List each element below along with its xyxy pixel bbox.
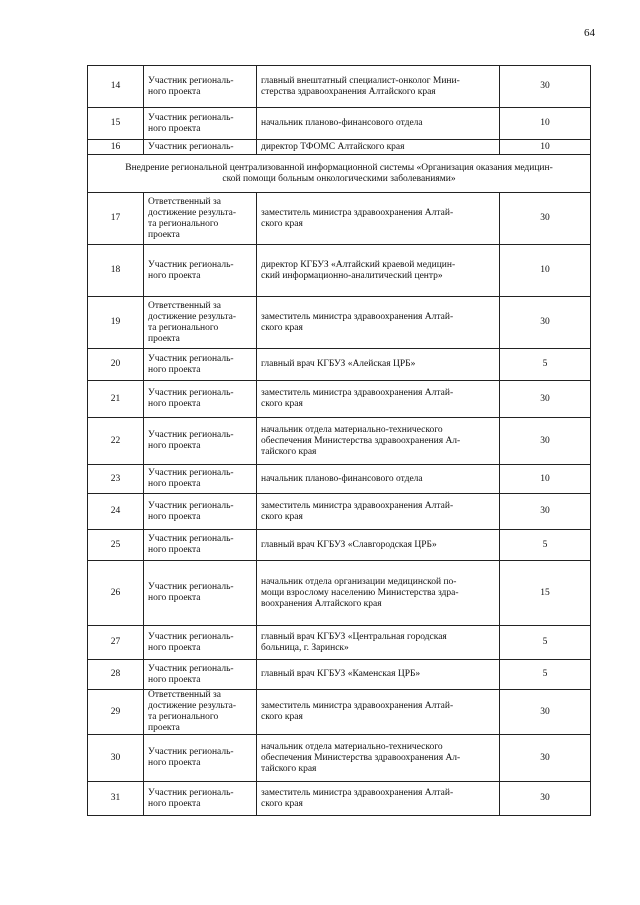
participant-role: Участник региональ- ного проекта [144,561,257,626]
participant-position: начальник отдела организации медицинской по- мощи взрослому населению Министерства здра- воохранения Алтайского края [257,561,500,626]
participation-value: 10 [500,108,591,140]
participants-table-body [88,66,591,816]
participant-role: Участник региональ- ного проекта [144,530,257,561]
participant-role: Участник региональ- ного проекта [144,782,257,816]
table-row [88,418,591,465]
participation-value: 30 [500,494,591,530]
row-number: 19 [88,297,144,349]
participation-value: 30 [500,418,591,465]
participant-position: начальник отдела материально-технического обеспечения Министерства здравоохранения Ал- тайского края [257,418,500,465]
row-number: 18 [88,245,144,297]
participant-position: директор КГБУЗ «Алтайский краевой медицин- ский информационно-аналитический центр» [257,245,500,297]
participant-position: заместитель министра здравоохранения Алтай- ского края [257,381,500,418]
row-number: 17 [88,193,144,245]
table-row [88,245,591,297]
table-row [88,465,591,494]
section-row [88,155,591,193]
row-number: 24 [88,494,144,530]
participant-position: главный врач КГБУЗ «Центральная городская больница, г. Заринск» [257,626,500,660]
participation-value: 5 [500,530,591,561]
participation-value: 5 [500,626,591,660]
participation-value: 10 [500,465,591,494]
participation-value: 30 [500,381,591,418]
table-row [88,494,591,530]
participant-role: Ответственный за достижение результа- та регионального проекта [144,193,257,245]
participation-value: 30 [500,782,591,816]
row-number: 21 [88,381,144,418]
participant-role: Участник региональ- ного проекта [144,626,257,660]
row-number: 15 [88,108,144,140]
participant-role: Участник региональ- ного проекта [144,66,257,108]
table-row [88,381,591,418]
row-number: 28 [88,660,144,690]
participation-value: 10 [500,245,591,297]
participant-position: начальник планово-финансового отдела [257,108,500,140]
row-number: 14 [88,66,144,108]
table-row [88,690,591,735]
participation-value: 30 [500,66,591,108]
participant-position: заместитель министра здравоохранения Алтай- ского края [257,782,500,816]
section-heading: Внедрение региональной централизованной информационной системы «Организация оказания медицин- ской помощи больным онкологическими заболеваниями» [88,155,591,193]
table-row [88,297,591,349]
participation-value: 30 [500,193,591,245]
table-row [88,782,591,816]
participation-value: 5 [500,349,591,381]
participant-role: Участник региональ- ного проекта [144,245,257,297]
row-number: 27 [88,626,144,660]
participant-position: начальник отдела материально-технического обеспечения Министерства здравоохранения Ал- тайского края [257,735,500,782]
participant-position: заместитель министра здравоохранения Алтай- ского края [257,193,500,245]
participant-role: Участник региональ- ного проекта [144,108,257,140]
participant-position: заместитель министра здравоохранения Алтай- ского края [257,690,500,735]
table-row [88,561,591,626]
table-row [88,660,591,690]
participation-value: 10 [500,140,591,155]
participation-value: 30 [500,735,591,782]
participant-role: Участник региональ- ного проекта [144,494,257,530]
participant-role: Участник региональ- ного проекта [144,660,257,690]
participant-position: главный врач КГБУЗ «Славгородская ЦРБ» [257,530,500,561]
participant-role: Участник региональ- ного проекта [144,465,257,494]
participant-role: Ответственный за достижение результа- та регионального проекта [144,297,257,349]
row-number: 22 [88,418,144,465]
row-number: 31 [88,782,144,816]
table-row [88,530,591,561]
participants-table [87,65,591,816]
participant-role: Ответственный за достижение результа- та регионального проекта [144,690,257,735]
page-number: 64 [584,27,595,39]
participant-position: заместитель министра здравоохранения Алтай- ского края [257,494,500,530]
participant-role: Участник региональ- ного проекта [144,735,257,782]
participant-role: Участник региональ- [144,140,257,155]
participation-value: 30 [500,297,591,349]
table-row [88,193,591,245]
table-row [88,66,591,108]
participant-role: Участник региональ- ного проекта [144,418,257,465]
participant-position: директор ТФОМС Алтайского края [257,140,500,155]
row-number: 16 [88,140,144,155]
participant-position: главный внештатный специалист-онколог Мини- стерства здравоохранения Алтайского края [257,66,500,108]
participation-value: 30 [500,690,591,735]
row-number: 29 [88,690,144,735]
participant-position: начальник планово-финансового отдела [257,465,500,494]
row-number: 23 [88,465,144,494]
table-row [88,140,591,155]
row-number: 26 [88,561,144,626]
participant-role: Участник региональ- ного проекта [144,381,257,418]
table-row [88,626,591,660]
participant-position: главный врач КГБУЗ «Каменская ЦРБ» [257,660,500,690]
table-row [88,735,591,782]
participation-value: 15 [500,561,591,626]
participant-position: заместитель министра здравоохранения Алтай- ского края [257,297,500,349]
row-number: 25 [88,530,144,561]
participation-value: 5 [500,660,591,690]
participant-position: главный врач КГБУЗ «Алейская ЦРБ» [257,349,500,381]
row-number: 30 [88,735,144,782]
table-row [88,108,591,140]
row-number: 20 [88,349,144,381]
participant-role: Участник региональ- ного проекта [144,349,257,381]
table-row [88,349,591,381]
